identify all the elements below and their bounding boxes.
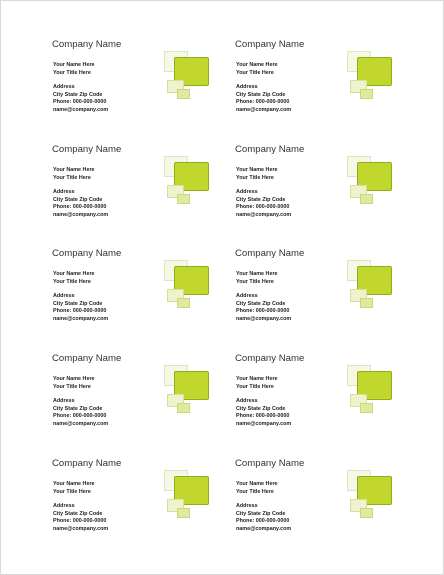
contact-block [53, 189, 108, 219]
logo-square-bottom [360, 508, 373, 518]
person-block [236, 271, 278, 286]
green-squares-logo [347, 260, 395, 310]
logo-square-bottom [360, 403, 373, 413]
email-line: name@company.com [53, 106, 109, 113]
city-line: City State Zip Code [53, 300, 103, 307]
logo-square-bottom [177, 298, 190, 308]
person-name: Your Name Here [53, 376, 95, 382]
email-line: name@company.com [236, 211, 292, 218]
phone-line: Phone: 000-000-0000 [236, 413, 290, 420]
green-squares-logo [347, 51, 395, 101]
address-line: Address [236, 84, 258, 90]
logo-square-bottom [360, 89, 373, 99]
person-title: Your Title Here [53, 69, 91, 76]
person-block [53, 62, 95, 77]
person-block [53, 167, 95, 182]
person-name: Your Name Here [53, 481, 95, 487]
person-block [236, 62, 278, 77]
person-block [236, 481, 278, 496]
person-title: Your Title Here [236, 383, 274, 390]
company-name: Company Name [235, 39, 305, 50]
person-title: Your Title Here [53, 383, 91, 390]
logo-square-bottom [177, 89, 190, 99]
city-line: City State Zip Code [53, 91, 103, 98]
phone-line: Phone: 000-000-0000 [236, 518, 290, 525]
logo-square-bottom [177, 508, 190, 518]
phone-line: Phone: 000-000-0000 [53, 204, 107, 211]
phone-line: Phone: 000-000-0000 [53, 518, 107, 525]
person-title: Your Title Here [236, 174, 274, 181]
business-card [52, 248, 222, 338]
business-card [235, 39, 405, 129]
business-card [235, 248, 405, 338]
person-name: Your Name Here [236, 62, 278, 68]
person-title: Your Title Here [53, 278, 91, 285]
email-line: name@company.com [236, 525, 292, 532]
person-name: Your Name Here [236, 481, 278, 487]
email-line: name@company.com [53, 211, 109, 218]
green-squares-logo [164, 260, 212, 310]
person-name: Your Name Here [236, 376, 278, 382]
person-title: Your Title Here [53, 488, 91, 495]
city-line: City State Zip Code [236, 300, 286, 307]
phone-line: Phone: 000-000-0000 [53, 308, 107, 315]
person-title: Your Title Here [236, 69, 274, 76]
person-block [53, 376, 95, 391]
company-name: Company Name [52, 248, 122, 259]
city-line: City State Zip Code [236, 405, 286, 412]
email-line: name@company.com [236, 420, 292, 427]
contact-block [53, 398, 108, 428]
company-name: Company Name [235, 353, 305, 364]
person-block [53, 271, 95, 286]
city-line: City State Zip Code [236, 510, 286, 517]
email-line: name@company.com [53, 315, 109, 322]
city-line: City State Zip Code [53, 405, 103, 412]
person-name: Your Name Here [236, 167, 278, 173]
logo-square-bottom [177, 403, 190, 413]
city-line: City State Zip Code [53, 196, 103, 203]
company-name: Company Name [52, 39, 122, 50]
green-squares-logo [347, 156, 395, 206]
address-line: Address [53, 189, 75, 195]
business-card [52, 353, 222, 443]
business-card [235, 144, 405, 234]
contact-block [236, 398, 291, 428]
logo-square-bottom [177, 194, 190, 204]
company-name: Company Name [235, 248, 305, 259]
green-squares-logo [164, 470, 212, 520]
person-block [236, 376, 278, 391]
address-line: Address [236, 189, 258, 195]
phone-line: Phone: 000-000-0000 [236, 308, 290, 315]
person-name: Your Name Here [53, 167, 95, 173]
company-name: Company Name [52, 144, 122, 155]
contact-block [53, 293, 108, 323]
phone-line: Phone: 000-000-0000 [53, 99, 107, 106]
person-title: Your Title Here [236, 278, 274, 285]
email-line: name@company.com [53, 525, 109, 532]
business-card [52, 144, 222, 234]
company-name: Company Name [235, 458, 305, 469]
green-squares-logo [347, 470, 395, 520]
email-line: name@company.com [53, 420, 109, 427]
email-line: name@company.com [236, 106, 292, 113]
person-title: Your Title Here [236, 488, 274, 495]
phone-line: Phone: 000-000-0000 [53, 413, 107, 420]
company-name: Company Name [52, 458, 122, 469]
company-name: Company Name [235, 144, 305, 155]
email-line: name@company.com [236, 315, 292, 322]
person-name: Your Name Here [236, 271, 278, 277]
logo-square-bottom [360, 194, 373, 204]
green-squares-logo [164, 156, 212, 206]
address-line: Address [236, 398, 258, 404]
person-block [236, 167, 278, 182]
green-squares-logo [164, 365, 212, 415]
person-name: Your Name Here [53, 62, 95, 68]
business-card [52, 39, 222, 129]
address-line: Address [53, 84, 75, 90]
contact-block [236, 503, 291, 533]
contact-block [53, 84, 108, 114]
address-line: Address [236, 503, 258, 509]
phone-line: Phone: 000-000-0000 [236, 204, 290, 211]
contact-block [236, 189, 291, 219]
contact-block [53, 503, 108, 533]
person-title: Your Title Here [53, 174, 91, 181]
address-line: Address [53, 503, 75, 509]
company-name: Company Name [52, 353, 122, 364]
person-block [53, 481, 95, 496]
business-card [235, 353, 405, 443]
address-line: Address [53, 293, 75, 299]
phone-line: Phone: 000-000-0000 [236, 99, 290, 106]
business-card [52, 458, 222, 548]
city-line: City State Zip Code [236, 91, 286, 98]
city-line: City State Zip Code [236, 196, 286, 203]
green-squares-logo [164, 51, 212, 101]
address-line: Address [53, 398, 75, 404]
contact-block [236, 84, 291, 114]
contact-block [236, 293, 291, 323]
city-line: City State Zip Code [53, 510, 103, 517]
person-name: Your Name Here [53, 271, 95, 277]
address-line: Address [236, 293, 258, 299]
logo-square-bottom [360, 298, 373, 308]
business-card [235, 458, 405, 548]
green-squares-logo [347, 365, 395, 415]
